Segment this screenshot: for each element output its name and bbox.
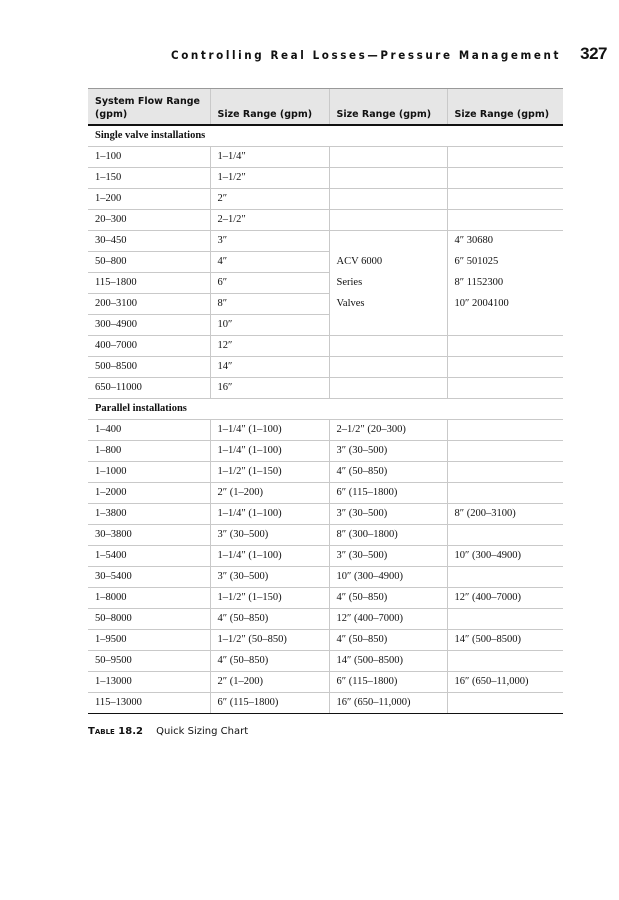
size-range-cell: 1–1/4″ (1–100) [210, 420, 329, 441]
flow-range-cell: 50–9500 [88, 651, 210, 672]
table-header-row [88, 89, 563, 126]
size-range-cell: 3″ (30–500) [210, 525, 329, 546]
acv-model-cell [447, 315, 563, 336]
flow-range-cell: 1–1000 [88, 462, 210, 483]
flow-range-cell: 20–300 [88, 210, 210, 231]
table-caption [88, 726, 248, 737]
section-title-single: Single valve installations [88, 125, 563, 147]
size-range-cell: 14″ (500–8500) [447, 630, 563, 651]
section-header-parallel [88, 399, 563, 420]
page-number: 327 [580, 44, 607, 63]
acv-model-cell: 8″ 1152300 [447, 273, 563, 294]
size-range-cell: 4″ (50–850) [329, 462, 447, 483]
size-range-cell: 1–1/2″ [210, 168, 329, 189]
empty-cell [447, 210, 563, 231]
sizing-table-wrapper [88, 88, 563, 714]
empty-cell [447, 168, 563, 189]
empty-cell [447, 378, 563, 399]
table-row [88, 336, 563, 357]
empty-cell [447, 147, 563, 168]
flow-range-cell: 1–8000 [88, 588, 210, 609]
size-range-cell: 10″ (300–4900) [447, 546, 563, 567]
size-range-cell: 4″ (50–850) [210, 651, 329, 672]
size-range-cell: 2–1/2″ [210, 210, 329, 231]
flow-range-cell: 400–7000 [88, 336, 210, 357]
empty-cell [447, 336, 563, 357]
flow-range-cell: 1–100 [88, 147, 210, 168]
table-row [88, 546, 563, 567]
empty-cell [329, 378, 447, 399]
size-range-cell: 2″ (1–200) [210, 483, 329, 504]
running-head [0, 44, 619, 72]
table-row [88, 630, 563, 651]
table-row [88, 189, 563, 210]
table-row [88, 651, 563, 672]
flow-range-cell: 300–4900 [88, 315, 210, 336]
table-row [88, 609, 563, 630]
acv-model-cell: 10″ 2004100 [447, 294, 563, 315]
flow-range-cell: 1–150 [88, 168, 210, 189]
table-row [88, 588, 563, 609]
flow-range-cell: 1–200 [88, 189, 210, 210]
table-row [88, 672, 563, 693]
empty-cell [447, 567, 563, 588]
caption-label: Table 18.2 [88, 726, 143, 737]
size-range-cell: 12″ (400–7000) [329, 609, 447, 630]
size-range-cell: 16″ [210, 378, 329, 399]
flow-range-cell: 1–13000 [88, 672, 210, 693]
flow-range-cell: 1–2000 [88, 483, 210, 504]
size-range-cell: 14″ (500–8500) [329, 651, 447, 672]
empty-cell [329, 168, 447, 189]
size-range-cell: 12″ (400–7000) [447, 588, 563, 609]
flow-range-cell: 1–9500 [88, 630, 210, 651]
size-range-cell: 3″ [210, 231, 329, 252]
table-row [88, 357, 563, 378]
size-range-cell: 1–1/4″ (1–100) [210, 441, 329, 462]
table-row [88, 462, 563, 483]
table-row [88, 231, 563, 252]
size-range-cell: 4″ [210, 252, 329, 273]
column-header-size-range-3: Size Range (gpm) [447, 89, 563, 126]
table-row [88, 252, 563, 273]
size-range-cell: 8″ [210, 294, 329, 315]
size-range-cell: 14″ [210, 357, 329, 378]
empty-cell [447, 420, 563, 441]
acv-model-cell: 4″ 30680 [447, 231, 563, 252]
table-row [88, 504, 563, 525]
table-row [88, 441, 563, 462]
running-head-title: Controlling Real Losses—Pressure Management [171, 48, 561, 62]
section-title-parallel: Parallel installations [88, 399, 563, 420]
table-row [88, 567, 563, 588]
empty-cell [329, 336, 447, 357]
acv-series-cell: Series [329, 273, 447, 294]
flow-range-cell: 650–11000 [88, 378, 210, 399]
size-range-cell: 6″ (115–1800) [210, 693, 329, 714]
quick-sizing-table [88, 88, 563, 714]
empty-cell [447, 462, 563, 483]
table-body [88, 125, 563, 714]
column-header-system-flow: System Flow Range (gpm) [88, 89, 210, 126]
acv-series-cell [329, 231, 447, 252]
size-range-cell: 2–1/2″ (20–300) [329, 420, 447, 441]
flow-range-cell: 500–8500 [88, 357, 210, 378]
table-row [88, 378, 563, 399]
table-row [88, 294, 563, 315]
size-range-cell: 1–1/2″ (1–150) [210, 588, 329, 609]
flow-range-cell: 115–1800 [88, 273, 210, 294]
flow-range-cell: 1–5400 [88, 546, 210, 567]
table-row [88, 273, 563, 294]
flow-range-cell: 115–13000 [88, 693, 210, 714]
size-range-cell: 4″ (50–850) [329, 630, 447, 651]
empty-cell [447, 189, 563, 210]
flow-range-cell: 50–8000 [88, 609, 210, 630]
size-range-cell: 16″ (650–11,000) [329, 693, 447, 714]
flow-range-cell: 1–400 [88, 420, 210, 441]
size-range-cell: 8″ (200–3100) [447, 504, 563, 525]
size-range-cell: 10″ [210, 315, 329, 336]
size-range-cell: 4″ (50–850) [329, 588, 447, 609]
column-header-size-range-1: Size Range (gpm) [210, 89, 329, 126]
size-range-cell: 4″ (50–850) [210, 609, 329, 630]
size-range-cell: 3″ (30–500) [329, 504, 447, 525]
size-range-cell: 1–1/2″ (1–150) [210, 462, 329, 483]
empty-cell [329, 189, 447, 210]
empty-cell [447, 609, 563, 630]
size-range-cell: 10″ (300–4900) [329, 567, 447, 588]
flow-range-cell: 30–3800 [88, 525, 210, 546]
acv-series-cell: ACV 6000 [329, 252, 447, 273]
empty-cell [329, 147, 447, 168]
table-row [88, 525, 563, 546]
size-range-cell: 2″ (1–200) [210, 672, 329, 693]
table-row [88, 210, 563, 231]
size-range-cell: 1–1/4″ (1–100) [210, 504, 329, 525]
flow-range-cell: 200–3100 [88, 294, 210, 315]
acv-series-cell [329, 315, 447, 336]
empty-cell [447, 693, 563, 714]
empty-cell [447, 525, 563, 546]
table-row [88, 168, 563, 189]
table-row [88, 315, 563, 336]
size-range-cell: 16″ (650–11,000) [447, 672, 563, 693]
table-row [88, 693, 563, 714]
size-range-cell: 1–1/4″ [210, 147, 329, 168]
size-range-cell: 8″ (300–1800) [329, 525, 447, 546]
size-range-cell: 2″ [210, 189, 329, 210]
flow-range-cell: 30–5400 [88, 567, 210, 588]
section-header-single [88, 125, 563, 147]
flow-range-cell: 1–800 [88, 441, 210, 462]
acv-model-cell: 6″ 501025 [447, 252, 563, 273]
size-range-cell: 6″ (115–1800) [329, 672, 447, 693]
size-range-cell: 3″ (30–500) [329, 546, 447, 567]
empty-cell [329, 210, 447, 231]
column-header-size-range-2: Size Range (gpm) [329, 89, 447, 126]
flow-range-cell: 1–3800 [88, 504, 210, 525]
size-range-cell: 3″ (30–500) [210, 567, 329, 588]
table-row [88, 483, 563, 504]
size-range-cell: 12″ [210, 336, 329, 357]
flow-range-cell: 30–450 [88, 231, 210, 252]
caption-text: Quick Sizing Chart [156, 726, 249, 737]
empty-cell [447, 483, 563, 504]
size-range-cell: 6″ [210, 273, 329, 294]
table-row [88, 420, 563, 441]
empty-cell [447, 441, 563, 462]
flow-range-cell: 50–800 [88, 252, 210, 273]
empty-cell [447, 357, 563, 378]
empty-cell [329, 357, 447, 378]
size-range-cell: 3″ (30–500) [329, 441, 447, 462]
empty-cell [447, 651, 563, 672]
size-range-cell: 1–1/2″ (50–850) [210, 630, 329, 651]
table-row [88, 147, 563, 168]
size-range-cell: 1–1/4″ (1–100) [210, 546, 329, 567]
size-range-cell: 6″ (115–1800) [329, 483, 447, 504]
acv-series-cell: Valves [329, 294, 447, 315]
